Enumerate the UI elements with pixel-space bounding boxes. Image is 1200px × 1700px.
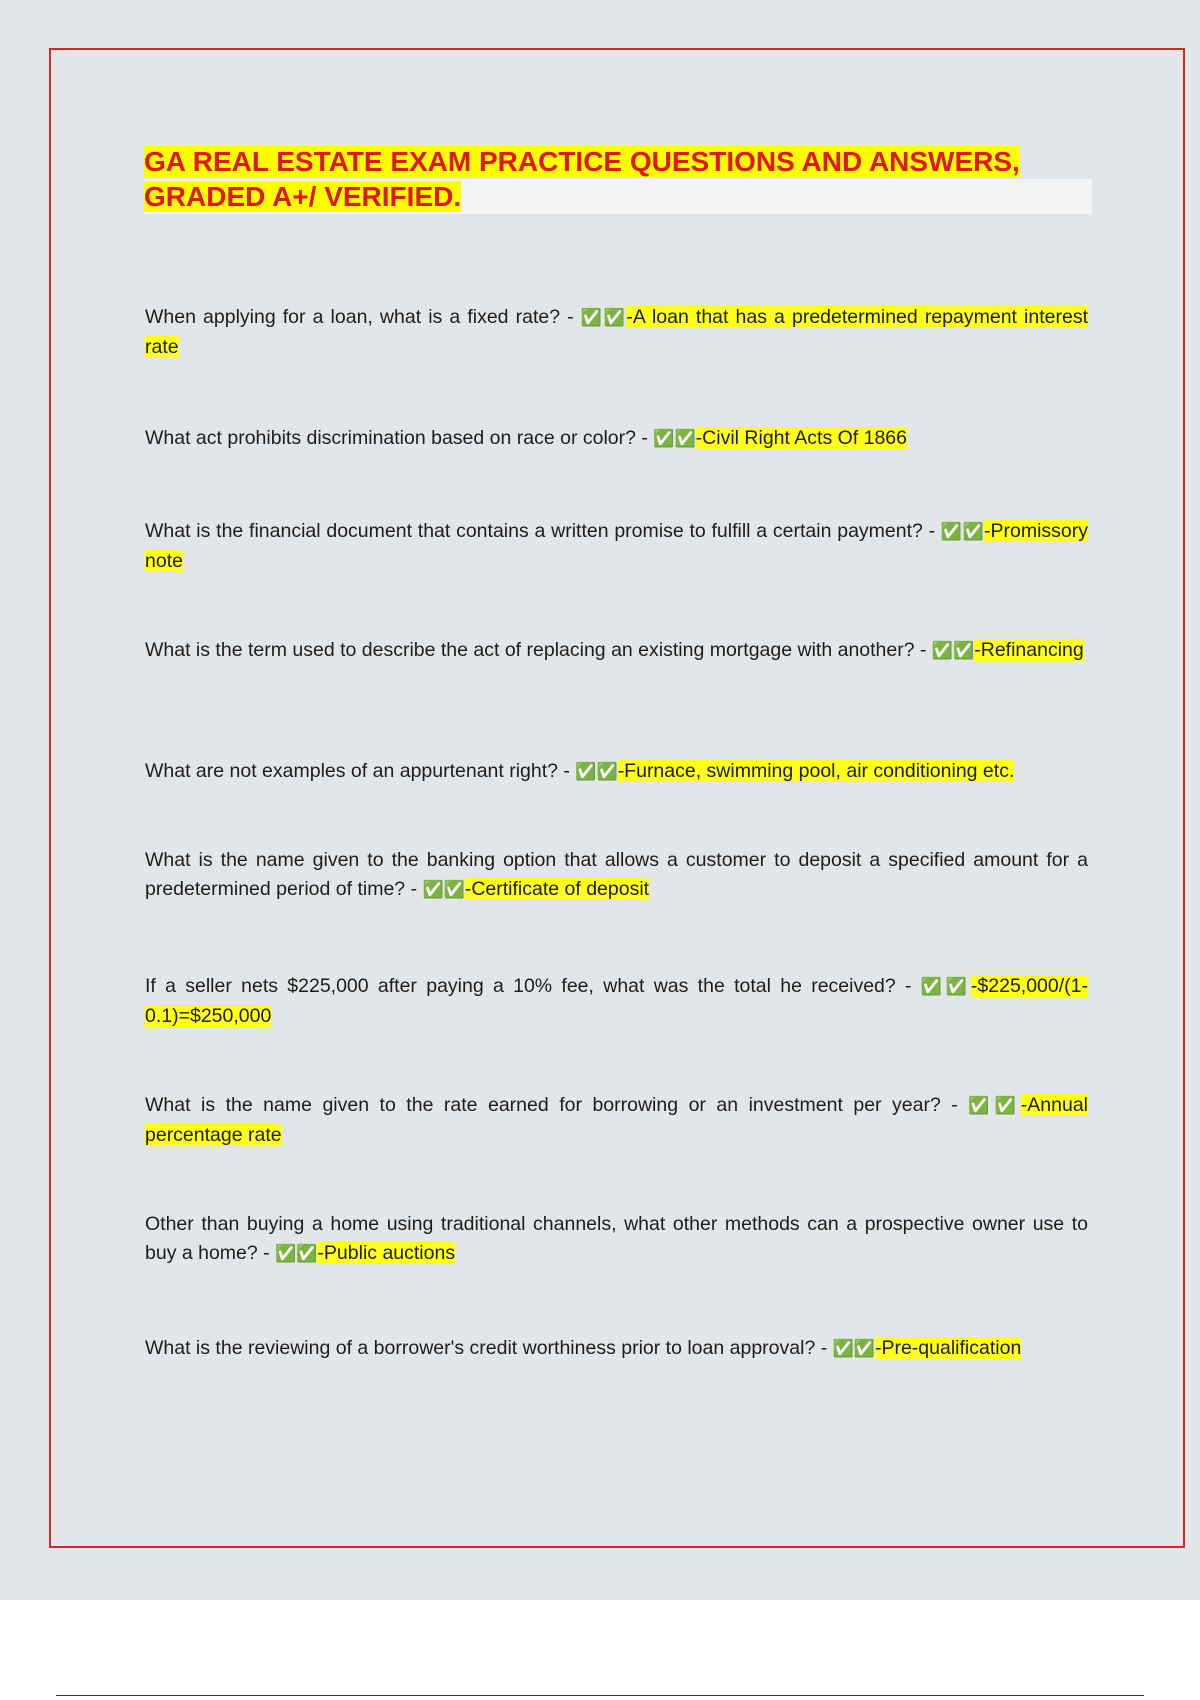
answer-text: -Civil Right Acts Of 1866 — [695, 427, 908, 449]
question-text: What is the reviewing of a borrower's credit worthiness prior to loan approval? - — [145, 1337, 828, 1359]
double-check-icon: ✅✅ — [931, 641, 975, 661]
double-check-icon: ✅✅ — [968, 1096, 1021, 1116]
qa-item — [145, 517, 1088, 576]
double-check-icon: ✅✅ — [580, 308, 627, 328]
answer-text: -Refinancing — [974, 639, 1084, 661]
qa-item — [145, 636, 1088, 666]
double-check-icon: ✅✅ — [832, 1339, 875, 1359]
qa-item — [145, 1210, 1088, 1269]
question-text: What is the financial document that contains a written promise to fulfill a certain payment? - — [145, 520, 936, 542]
bottom-divider — [56, 1695, 1144, 1696]
answer-text: -Public auctions — [317, 1242, 456, 1264]
question-text: What are not examples of an appurtenant right? - — [145, 760, 570, 782]
qa-item — [145, 972, 1088, 1031]
question-text: Other than buying a home using traditional channels, what other methods can a prospective owner use to buy a home? - — [145, 1213, 1088, 1264]
answer-text: -Promissory note — [145, 520, 1088, 572]
qa-item — [145, 424, 1088, 454]
answer-text: -Annual percentage rate — [145, 1094, 1088, 1146]
page-border-frame — [49, 48, 1185, 1548]
question-text: What is the name given to the rate earned for borrowing or an investment per year? - — [145, 1094, 958, 1116]
double-check-icon: ✅✅ — [653, 429, 696, 449]
question-text: What is the term used to describe the act of replacing an existing mortgage with another? - — [145, 639, 927, 661]
title-line-2: GRADED A+/ VERIFIED. — [144, 181, 462, 212]
question-text: When applying for a loan, what is a fixed rate? - — [145, 306, 574, 328]
title-line-1: GA REAL ESTATE EXAM PRACTICE QUESTIONS AND ANSWERS, — [144, 146, 1020, 177]
answer-text: -Pre-qualification — [874, 1337, 1022, 1359]
document-title — [144, 144, 1092, 214]
qa-item — [145, 1091, 1088, 1150]
answer-text: -Furnace, swimming pool, air conditioning etc. — [617, 760, 1015, 782]
double-check-icon: ✅✅ — [920, 977, 971, 997]
answer-text: -$225,000/(1-0.1)=$250,000 — [145, 975, 1088, 1027]
double-check-icon: ✅✅ — [422, 880, 465, 900]
double-check-icon: ✅✅ — [275, 1244, 318, 1264]
double-check-icon: ✅✅ — [940, 522, 984, 542]
answer-text: -A loan that has a predetermined repayment interest rate — [145, 306, 1088, 358]
qa-item — [145, 303, 1088, 362]
qa-item — [145, 846, 1088, 905]
double-check-icon: ✅✅ — [575, 762, 618, 782]
qa-item — [145, 1334, 1088, 1364]
question-text: If a seller nets $225,000 after paying a 10% fee, what was the total he received? - — [145, 975, 912, 997]
question-text: What act prohibits discrimination based on race or color? - — [145, 427, 648, 449]
qa-item — [145, 757, 1088, 787]
question-text: What is the name given to the banking option that allows a customer to deposit a specified amount for a predetermined period of time? - — [145, 849, 1088, 900]
answer-text: -Certificate of deposit — [464, 878, 650, 900]
